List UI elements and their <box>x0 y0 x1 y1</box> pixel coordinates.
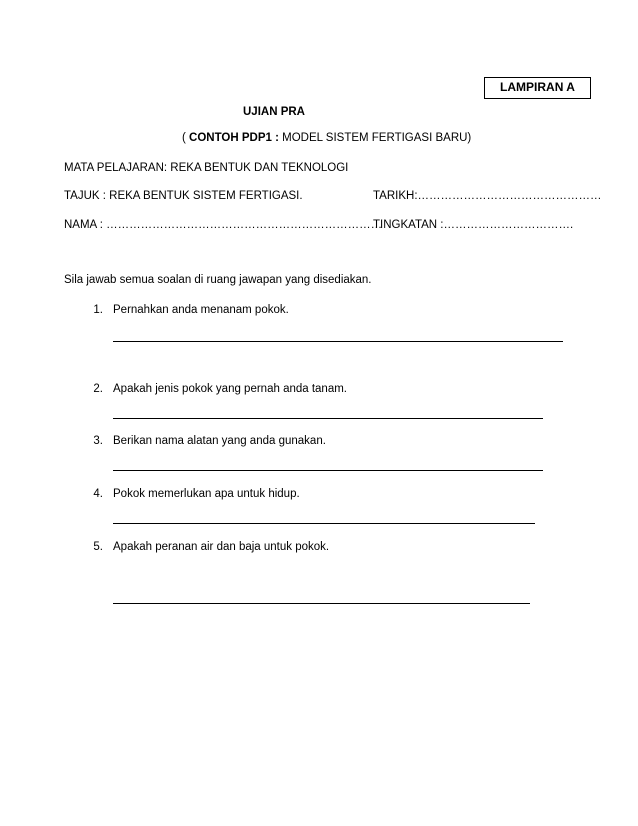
question-text: Pokok memerlukan apa untuk hidup. <box>113 488 300 500</box>
grade-field[interactable]: TINGKATAN :……………………………. <box>373 219 574 231</box>
question-number: 1. <box>93 304 103 316</box>
document-title: UJIAN PRA <box>243 106 305 118</box>
question-text: Apakah peranan air dan baja untuk pokok. <box>113 541 330 553</box>
subtitle-open-paren: ( <box>182 132 190 144</box>
question-number: 5. <box>93 541 103 553</box>
question-number: 2. <box>93 383 103 395</box>
subtitle-bold: CONTOH PDP1 : <box>189 132 279 144</box>
appendix-label-box: LAMPIRAN A <box>484 77 591 99</box>
question-text: Pernahkan anda menanam pokok. <box>113 304 289 316</box>
question-text: Apakah jenis pokok yang pernah anda tanam. <box>113 383 347 395</box>
answer-line[interactable] <box>113 603 530 604</box>
question-number: 4. <box>93 488 103 500</box>
date-field[interactable]: TARIKH:………………………………………… <box>373 190 602 202</box>
subject-field: MATA PELAJARAN: REKA BENTUK DAN TEKNOLOGI <box>64 162 349 174</box>
subtitle-rest: MODEL SISTEM FERTIGASI BARU) <box>278 132 472 144</box>
instruction-text: Sila jawab semua soalan di ruang jawapan yang disediakan. <box>64 274 372 286</box>
answer-line[interactable] <box>113 418 543 419</box>
answer-line[interactable] <box>113 470 543 471</box>
question-number: 3. <box>93 435 103 447</box>
name-field[interactable]: NAMA : ……………………………………………………………… <box>64 219 383 231</box>
answer-line[interactable] <box>113 523 535 524</box>
topic-field: TAJUK : REKA BENTUK SISTEM FERTIGASI. <box>64 190 303 202</box>
answer-line[interactable] <box>113 341 563 342</box>
document-subtitle <box>182 131 471 145</box>
question-text: Berikan nama alatan yang anda gunakan. <box>113 435 326 447</box>
